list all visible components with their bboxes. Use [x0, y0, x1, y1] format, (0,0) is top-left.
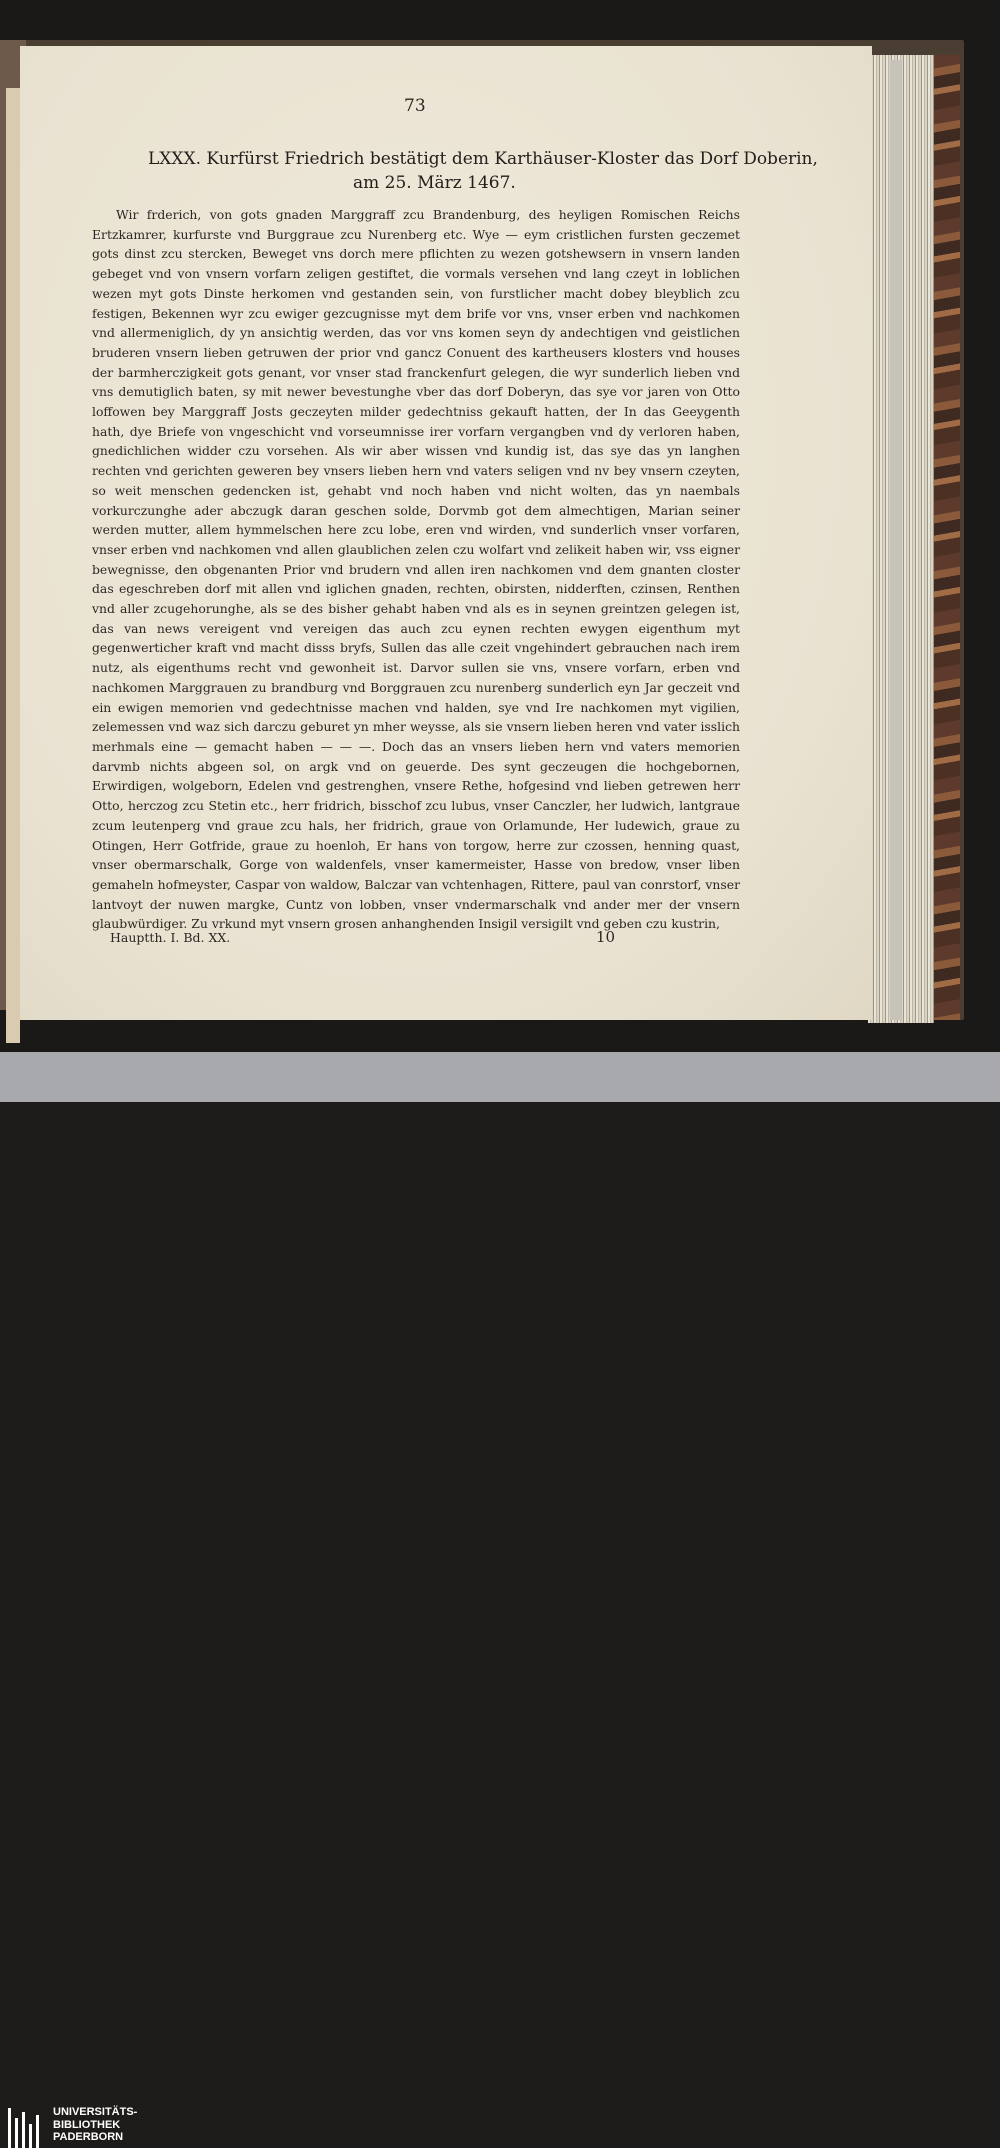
marbled-cover [930, 55, 960, 1020]
page-number: 73 [404, 96, 426, 116]
library-name-line-3: PADERBORN [53, 2131, 124, 2143]
left-page-edge [6, 88, 20, 1043]
library-name-line-1: UNIVERSITÄTS- [53, 2106, 138, 2118]
library-bar [0, 1052, 1000, 2143]
document-title [148, 147, 818, 195]
body-paragraph: Wir frderich, von gots gnaden Marggraff zcu Brandenburg, des heyligen Romischen Reichs Ertzkamrer, kurfurste vnd Burggraue zcu Nurenberg etc. Wye — eym cristlichen fursten geczemet gots dinst zcu stercken, Beweget vns dorch mere pflichten zu wezen gotshewsern in vnsern landen gebeget vnd von vnsern vorfarn zeligen gestiftet, die vormals versehen vnd lang czeyt in loblichen wezen myt gots Dinste herkomen vnd gestanden sein, von furstlicher macht dobey bleyblich zcu festigen, Bekennen wyr zcu ewiger gezcugnisse myt dem brife vor vns, vnser erben vnd nachkomen vnd allermeniglich, dy yn ansichtig werden, das vor vns komen seyn dy andechtigen vnd geistlichen bruderen vnsern lieben getruwen der prior vnd gancz Conuent des kartheusers klosters vnd houses der barmherczigkeit gots genant, vor vnser stad franckenfurt gelegen, die wyr sunderlich lieben vnd vns demutiglich baten, sy mit newer bevestunghe vber das dorf Doberyn, das sye vor jaren von Otto loffowen bey Marggraff Josts geczeyten milder gedechtniss gekauft hatten, der In das Geeygenth hath, dye Briefe von vngeschicht vnd vorseumnisse irer vorfarn vergangben vnd dy verloren haben, gnedichlichen widder czu vorsehen. Als wir aber wissen vnd kundig ist, das sye das yn langhen rechten vnd gerichten geweren bey vnsers lieben hern vnd vaters seligen vnd nv bey vnsern czeyten, so weit menschen gedencken ist, gehabt vnd noch haben vnd nicht wolten, das yn naembals vorkurczunghe ader abczugk daran geschen solde, Dorvmb got dem almechtigen, Marian seiner werden mutter, allem hymmelschen here zcu lobe, eren vnd wirden, vnd sunderlich vnser vorfaren, vnser erben vnd nachkomen vnd allen glaublichen zelen czu wolfart vnd zelikeit haben wir, vss eigner bewegnisse, den obgenanten Prior vnd brudern vnd allen iren nachkomen vnd dem gnanten closter das egeschreben dorf mit allen vnd iglichen gnaden, rechten, obirsten, nidderften, czinsen, Renthen vnd aller zcugehorunghe, als se des bisher gehabt haben vnd als es in seynen greintzen gelegen ist, das van news vereigent vnd vereigen das auch zcu eynen rechten ewygen eigenthum myt gegenwerticher kraft vnd macht disss bryfs, Sullen das alle czeit vngehindert gebrauchen nach irem nutz, als eigenthums recht vnd gewonheit ist. Darvor sullen sie vns, vnsere vorfarn, erben vnd nachkomen Marggrauen zu brandburg vnd Borggrauen zcu nurenberg sunderlich eyn Jar geczeit vnd ein ewigen memorien vnd gedechtnisse machen vnd halden, sye vnd Ire nachkomen myt vigilien, zelemessen vnd waz sich darczu geburet yn mher weysse, als sie vnsern lieben heren vnd vater isslich merhmals eine — gemacht haben — — —. Doch das an vnsers lieben hern vnd vaters memorien darvmb nichts abgeen sol, on argk vnd on geuerde. Des synt geczeugen die hochgebornen, Erwirdigen, wolgeborn, Edelen vnd gestrenghen, vnsere Rethe, hofgesind vnd lieben getrewen herr Otto, herczog zcu Stetin etc., herr fridrich, bisschof zcu lubus, vnser Canczler, her ludwich, lantgraue zcum leutenperg vnd graue zcu hals, her fridrich, graue von Orlamunde, Her ludewich, graue zu Otingen, Herr Gotfride, graue zu hoenloh, Er hans von torgow, herre zur czossen, henning quast, vnser obermarschalk, Gorge von waldenfels, vnser kamermeister, Hasse von bredow, vnser liben gemaheln hofmeyster, Caspar von waldow, Balczar van vchtenhagen, Rittere, paul van conrstorf, vnser lantvoyt der nuwen margke, Cuntz von lobben, vnser vndermarschalk vnd ander mer der vnsern glaubwürdiger. Zu vrkund myt vnsern grosen anhanghenden Insigil versigilt vnd geben czu kustrin, [92, 207, 740, 932]
footer-signature: 10 [596, 928, 616, 946]
library-name [53, 2106, 137, 2144]
title-line-1: LXXX. Kurfürst Friedrich bestätigt dem Karthäuser-Kloster das Dorf Doberin, [148, 149, 818, 169]
library-name-line-2: BIBLIOTHEK [53, 2118, 121, 2131]
book-scan [0, 0, 1000, 1052]
library-logo-icon [6, 2108, 46, 2148]
page-edge-strip [890, 60, 902, 1020]
title-line-2: am 25. März 1467. [353, 173, 516, 193]
footer-reference: Hauptth. I. Bd. XX. [110, 930, 231, 945]
document-body [92, 205, 740, 934]
